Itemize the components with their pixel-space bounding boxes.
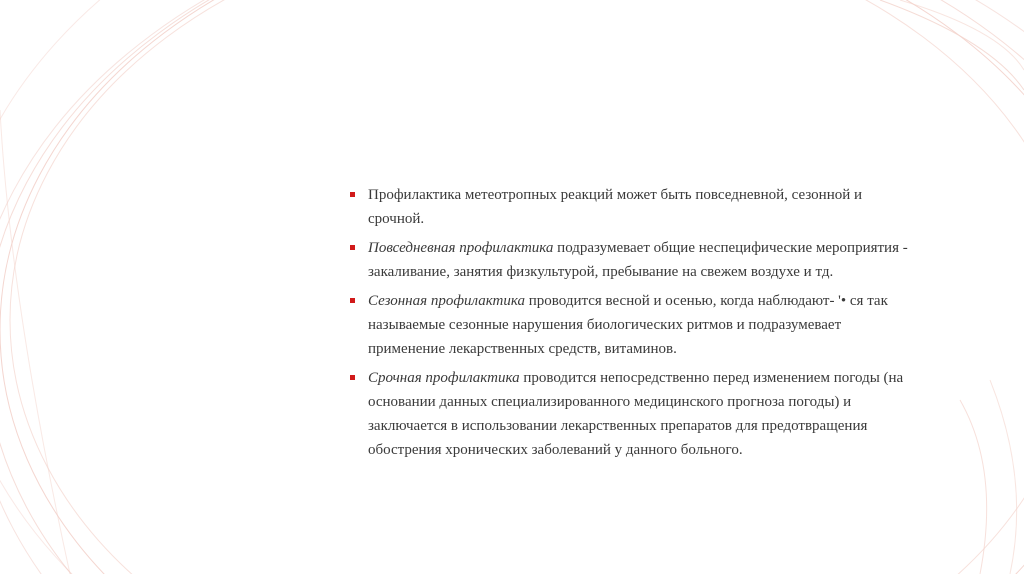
bullet-marker-icon xyxy=(350,192,355,197)
item-term: Повседневная профилактика xyxy=(368,240,554,256)
bullet-marker-icon xyxy=(350,298,355,303)
bullet-list xyxy=(348,183,908,467)
list-item xyxy=(348,236,908,284)
item-term: Сезонная профилактика xyxy=(368,293,525,309)
item-text: проводится весной и осенью, когда наблюдают- '• ся так называемые сезонные нарушения биологических ритмов и подразумевает применение лекарственных средств, витаминов. xyxy=(368,293,888,357)
item-term: Срочная профилактика xyxy=(368,370,520,386)
item-text: Профилактика метеотропных реакций может быть повседневной, сезонной и срочной. xyxy=(368,187,863,227)
bullet-marker-icon xyxy=(350,375,355,380)
item-text: проводится непосредственно перед изменением погоды (на основании данных специализированного медицинского прогноза погоды) и заключается в использовании лекарственных препаратов для предотвращения обострения хронических заболеваний у данного больного. xyxy=(368,370,904,458)
item-text: подразумевает общие неспецифические мероприятия - закаливание, занятия физкультурой, пребывание на свежем воздухе и тд. xyxy=(368,240,908,280)
list-item xyxy=(348,289,908,361)
bullet-marker-icon xyxy=(350,245,355,250)
list-item xyxy=(348,183,908,231)
list-item xyxy=(348,366,908,462)
